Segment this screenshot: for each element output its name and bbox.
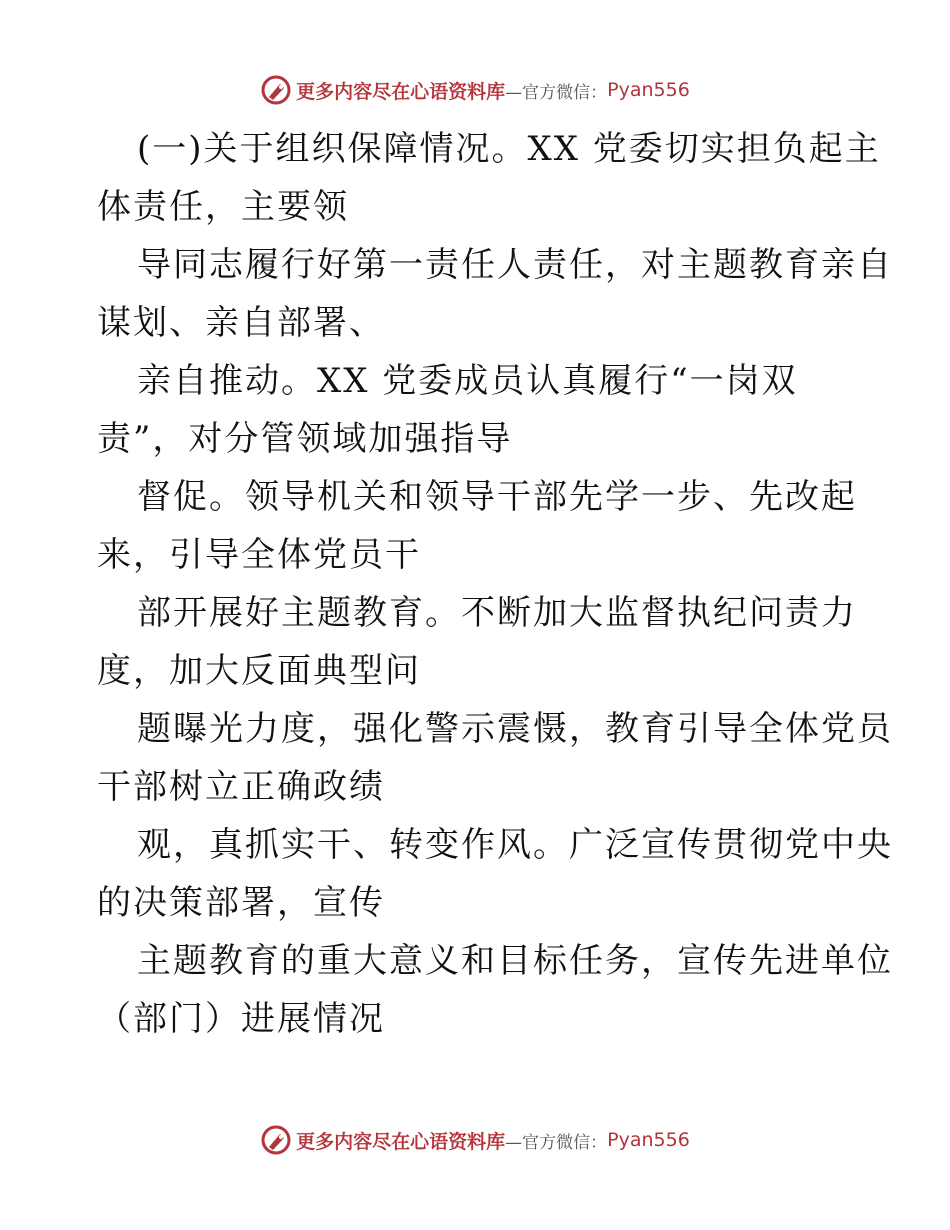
brand-text: 更多内容尽在心语资料库 — [296, 80, 506, 103]
text-line: 导同志履行好第一责任人责任，对主题教育亲自 — [137, 245, 893, 285]
document-body — [97, 120, 893, 1048]
text-line: 题曝光力度，强化警示震慑，教育引导全体党员 — [137, 709, 893, 749]
text-line: （部门）进展情况 — [97, 999, 385, 1039]
text-line: 度，加大反面典型问 — [97, 651, 421, 691]
text-line: 干部树立正确政绩 — [97, 767, 385, 807]
text-line: 责”，对分管领域加强指导 — [97, 419, 513, 459]
pen-nib-seal-icon — [260, 74, 292, 106]
wechat-label: —官方微信： — [505, 82, 608, 103]
text-line: 主题教育的重大意义和目标任务，宣传先进单位 — [137, 941, 893, 981]
pen-nib-seal-icon — [260, 1124, 292, 1156]
wechat-id: Pyan556 — [607, 1129, 690, 1151]
text-line: 亲自推动。XX 党委成员认真履行“一岗双 — [137, 361, 798, 401]
footer-watermark — [0, 1120, 950, 1160]
text-line: 部开展好主题教育。不断加大监督执纪问责力 — [137, 593, 857, 633]
wechat-id: Pyan556 — [607, 79, 690, 101]
text-line: (一)关于组织保障情况。XX 党委切实担负起主 — [137, 129, 881, 169]
text-line: 来，引导全体党员干 — [97, 535, 421, 575]
text-line: 观，真抓实干、转变作风。广泛宣传贯彻党中央 — [137, 825, 893, 865]
text-line: 体责任，主要领 — [97, 187, 349, 227]
text-line: 督促。领导机关和领导干部先学一步、先改起 — [137, 477, 857, 517]
header-watermark — [0, 70, 950, 110]
wechat-label: —官方微信： — [505, 1132, 608, 1153]
text-line: 谋划、亲自部署、 — [97, 303, 385, 343]
brand-text: 更多内容尽在心语资料库 — [296, 1130, 506, 1153]
text-line: 的决策部署，宣传 — [97, 883, 385, 923]
